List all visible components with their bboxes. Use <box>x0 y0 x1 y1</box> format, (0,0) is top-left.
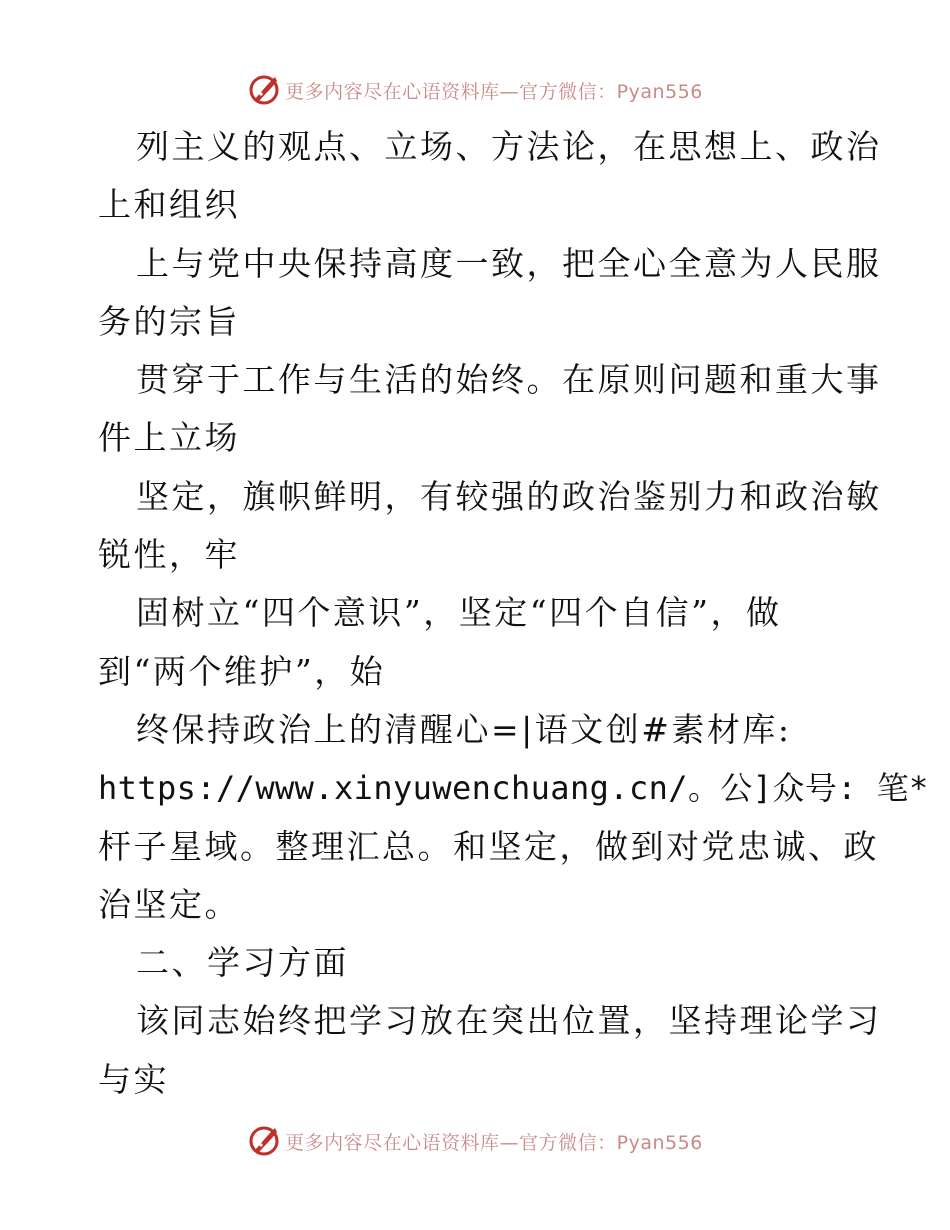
footer-banner-text: 更多内容尽在心语资料库—官方微信：Pyan556 <box>285 1131 703 1154</box>
text-line: 杆子星域。整理汇总。和坚定，做到对党忠诚、政 <box>98 826 879 866</box>
text-line: 与实 <box>98 1059 169 1099</box>
text-line: 坚定，旗帜鲜明，有较强的政治鉴别力和政治敏 <box>136 476 882 516</box>
text-line: 件上立场 <box>98 418 240 458</box>
text-line: 到“两个维护”，始 <box>98 651 386 691</box>
url-text-line: https://www.xinyuwenchuang.cn/。公]众号: 笔* <box>98 769 929 808</box>
section-heading: 二、学习方面 <box>136 943 349 983</box>
text-line: 列主义的观点、立场、方法论，在思想上、政治 <box>136 127 882 166</box>
document-body <box>98 118 929 1109</box>
header-banner <box>0 70 950 110</box>
text-line: 治坚定。 <box>98 884 240 924</box>
text-line: 上和组织 <box>98 185 240 225</box>
pen-nib-logo-icon <box>247 1124 281 1158</box>
text-line: 终保持政治上的清醒心=|语文创#素材库: <box>136 709 792 749</box>
text-line: 上与党中央保持高度一致，把全心全意为人民服 <box>136 243 882 283</box>
footer-banner <box>0 1121 950 1161</box>
text-line: 固树立“四个意识”，坚定“四个自信”，做 <box>136 593 782 633</box>
pen-nib-logo-icon <box>247 73 281 107</box>
header-banner-text: 更多内容尽在心语资料库—官方微信：Pyan556 <box>285 80 703 103</box>
text-line: 贯穿于工作与生活的始终。在原则问题和重大事 <box>136 360 882 400</box>
text-line: 务的宗旨 <box>98 301 240 341</box>
text-line: 锐性，牢 <box>98 535 240 575</box>
text-line: 该同志始终把学习放在突出位置，坚持理论学习 <box>136 1001 882 1041</box>
